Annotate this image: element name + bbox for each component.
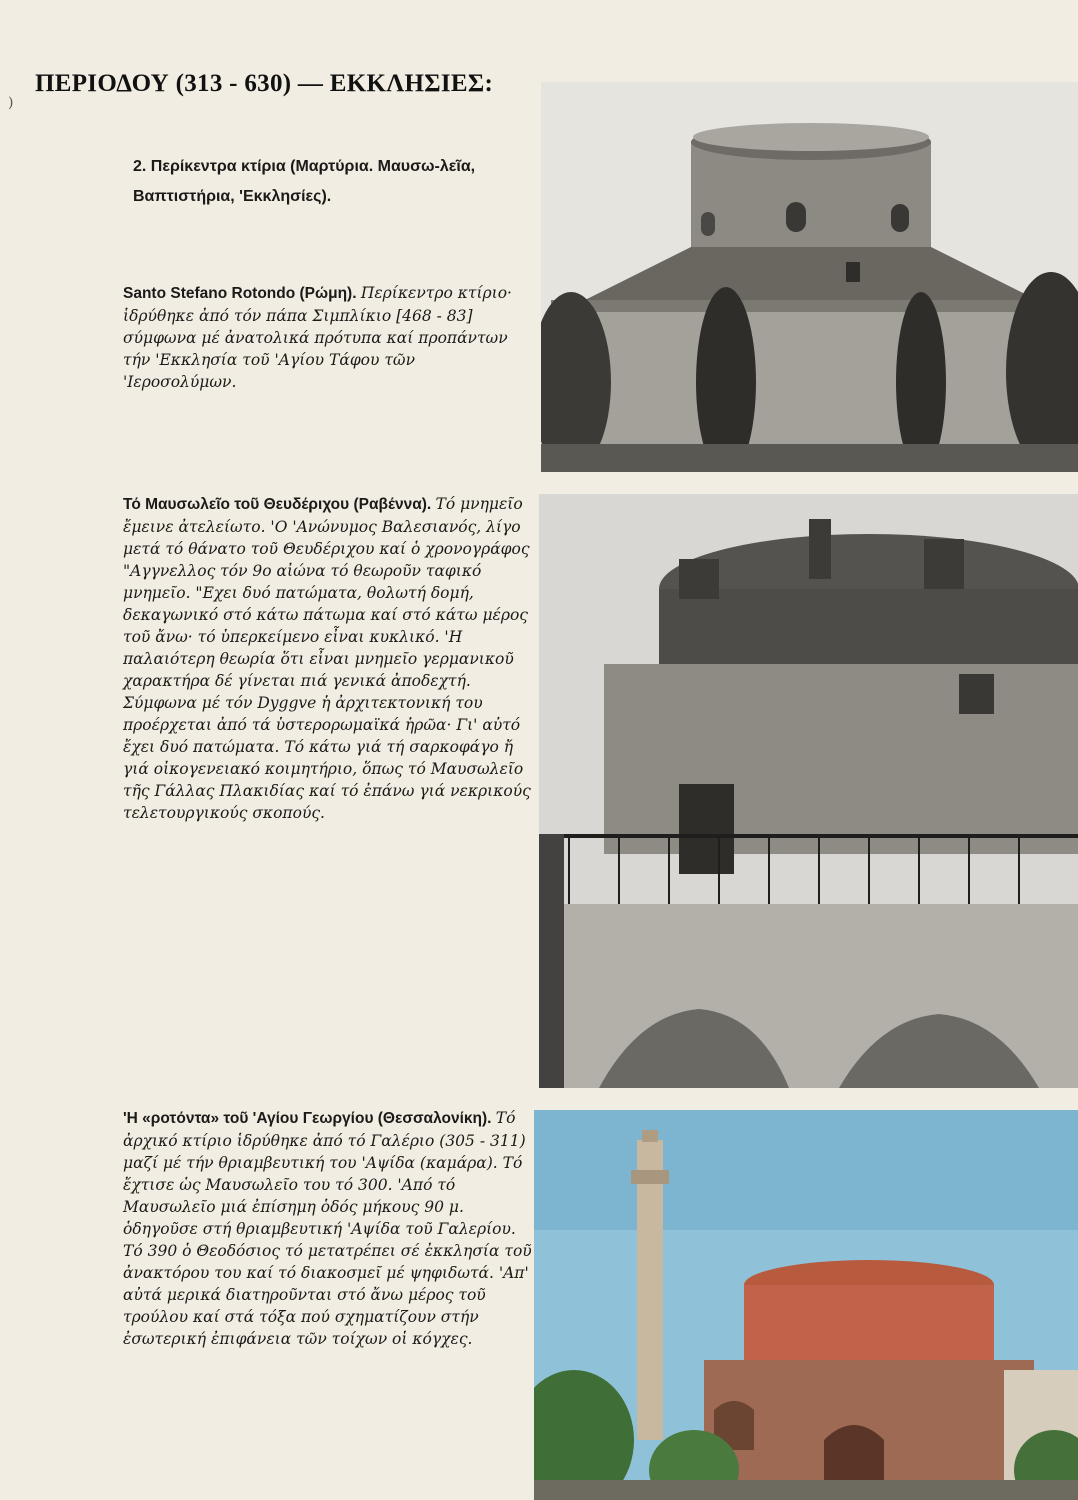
page-header: ΠΕΡΙΟΔΟΥ (313 - 630) — ΕΚΚΛΗΣΙΕΣ: bbox=[35, 70, 494, 97]
entry-body: Περίκεντρο κτίριο· ἱδρύθηκε ἀπό τόν πάπα Σιμπλίκιο [468 - 83] σύμφωνα μέ ἀνατολικά πρότυπα καί προπάντων τήν 'Εκκλησία τοῦ 'Αγίου Τάφου τῶν 'Ιεροσολύμων. bbox=[123, 284, 512, 391]
entry-body: Τό μνημεῖο ἔμεινε ἀτελείωτο. 'Ο 'Ανώνυμος Βαλεσιανός, λίγο μετά τό θάνατο τοῦ Θευδέριχου καί ὁ χρονογράφος "Αγγνελλος τόν 9ο αἰώνα τό θεωροῦν ταφικό μνημεῖο. "Εχει δυό πατώματα, θολωτή δομή, δεκαγωνικό στό κάτω πάτωμα καί στό κάτω μέρος τοῦ ἄνω· τό ὑπερκείμενο εἶναι κυκλικό. 'Η παλαιότερη θεωρία ὅτι εἶναι μνημεῖο γερμανικοῦ χαρακτήρα δέ γίνεται πιά γενικά ἀποδεχτή. Σύμφωνα μέ τόν Dyggve ἡ ἀρχιτεκτονική του προέρχεται ἀπό τά ὑστερορωμαϊκά ἡρῶα· Γι' αὐτό ἔχει δυό πατώματα. Τό κάτω γιά τή σαρκοφάγο ἤ γιά οἰκογενειακό κοιμητήριο, ὅπως τό Μαυσωλεῖο τῆς Γάλλας Πλακιδίας καί τό ἐπάνω γιά νεκρικούς τελετουργικούς σκοπούς. bbox=[123, 495, 531, 822]
entry-lead: Santo Stefano Rotondo (Ρώμη). bbox=[123, 285, 361, 302]
photo-theoderic-mausoleum bbox=[539, 494, 1078, 1088]
section-title: 2. Περίκεντρα κτίρια (Μαρτύρια. Μαυσω-λεῖα, Βαπτιστήρια, 'Εκκλησίες). bbox=[133, 158, 476, 205]
entry-theoderic bbox=[123, 493, 533, 824]
entry-rotonda bbox=[123, 1107, 533, 1350]
entry-lead: Τό Μαυσωλεῖο τοῦ Θευδέριχου (Ραβέννα). bbox=[123, 496, 436, 513]
entry-santo-stefano bbox=[123, 282, 533, 393]
photo-rotunda-thessaloniki bbox=[534, 1110, 1078, 1500]
entry-body: Τό ἀρχικό κτίριο ἱδρύθηκε ἀπό τό Γαλέριο (305 - 311) μαζί μέ τήν θριαμβευτική του 'Αψίδα (καμάρα). Τό ἔχτισε ὡς Μαυσωλεῖο του τό 300. 'Από τό Μαυσωλεῖο μιά ἐπίσημη ὁδός μήκους 90 μ. ὁδηγοῦσε στή θριαμβευτική 'Αψίδα τοῦ Γαλερίου. Τό 390 ὁ Θεοδόσιος τό μετατρέπει σέ ἐκκλησία τοῦ ἀνακτόρου του καί τό διακοσμεῖ μέ ψηφιδωτά. 'Απ' αὐτά μερικά διατηροῦνται στό ἄνω μέρος τοῦ τρούλου καί στά τόξα πού σχηματίζουν στήν ἐσωτερική ἐπιφάνεια τῶν τοίχων οἱ κόγχες. bbox=[123, 1109, 532, 1348]
photo-santo-stefano bbox=[541, 82, 1078, 472]
page-edge-mark: ) bbox=[8, 95, 14, 111]
entry-lead: 'Η «ροτόντα» τοῦ 'Αγίου Γεωργίου (Θεσσαλονίκη). bbox=[123, 1110, 496, 1127]
